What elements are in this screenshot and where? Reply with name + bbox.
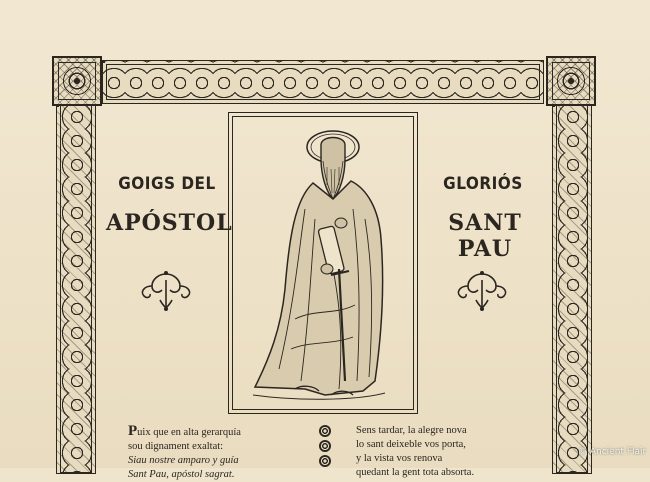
verse-left-column bbox=[128, 424, 241, 482]
left-flourish-icon bbox=[138, 268, 194, 314]
verse-line: Puix que en alta gerarquía bbox=[128, 423, 241, 439]
verse-line: sou dignament exaltat: bbox=[128, 441, 224, 452]
rosette-icon bbox=[319, 440, 331, 452]
top-left-corner-ornament bbox=[52, 56, 102, 106]
rosette-icon bbox=[319, 425, 331, 437]
verse-line: lo sant deixeble vos porta, bbox=[356, 439, 466, 450]
verse-line: quedant la gent tota absorta. bbox=[356, 467, 475, 478]
heading-goigs-del: GOIGS DEL bbox=[118, 174, 216, 194]
verse-line: Sens tardar, la alegre nova bbox=[356, 425, 467, 436]
drop-cap: P bbox=[128, 423, 138, 439]
left-ornamental-border bbox=[56, 104, 96, 474]
heading-sant-pau: SANT PAU bbox=[448, 210, 522, 262]
verse-right-column bbox=[356, 424, 474, 480]
right-ornamental-border bbox=[552, 104, 592, 474]
top-right-corner-ornament bbox=[546, 56, 596, 106]
verse-line: y la vista vos renova bbox=[356, 453, 443, 464]
heading-glorios: GLORIÓS bbox=[443, 174, 523, 194]
rosette-icon bbox=[319, 455, 331, 467]
top-ornamental-border bbox=[102, 60, 544, 104]
right-flourish-icon bbox=[454, 268, 510, 314]
saint-paul-engraving-frame bbox=[228, 112, 418, 414]
saint-paul-figure-icon bbox=[235, 119, 411, 407]
watermark: © Ancient Flair bbox=[578, 447, 647, 457]
heading-apostol: APÓSTOL bbox=[106, 210, 233, 236]
rosette-divider bbox=[316, 424, 334, 470]
verse-line-refrain: Siau nostre amparo y guía bbox=[128, 455, 239, 466]
verse-line-refrain: Sant Pau, apóstol sagrat. bbox=[128, 469, 235, 480]
